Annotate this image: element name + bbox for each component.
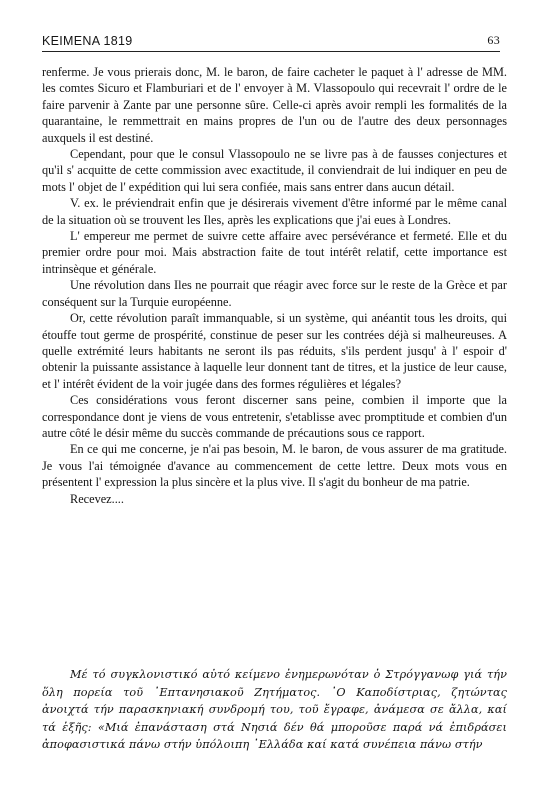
letter-text [42, 64, 507, 507]
letter-closing: Recevez.... [70, 491, 124, 506]
letter-paragraph: Or, cette révolution paraît immanquable, si un système, qui anéantit tous les droits, qui étouffe tout germe de prospérité, constinue de peser sur les contrées déjà si malheureuses. A quelle extrémité leurs habitants ne seront ils pas réduits, s'ils perdent jusqu' à l' espoir d' obtenir la puissante assistance à laquelle leur donnent tant de titres, et la justice de leur cause, et l' intérêt évident de la voir jugée dans des formes régulières et légales? [42, 311, 507, 391]
letter-paragraph: renferme. Je vous prierais donc, M. le baron, de faire cacheter le paquet à l' adresse de MM. les comtes Sicuro et Flamburiari et de l' envoyer à M. Vlassopoulo qui recevrait l' ordre de le faire parvenir à Zante par une personne sûre. Celle-ci après avoir rempli les formalités de la quarantaine, le remmettrait en mains propres de l'un ou de l'autre des deux personnages auxquels il est destiné. [42, 65, 507, 145]
commentary-paragraph: Μέ τό συγκλονιστικό αὐτό κείμενο ἐνημερωνόταν ὁ Στρόγγανωφ γιά τήν ὅλη πορεία τοῦ ᾿Επτανησιακοῦ Ζητήματος. ᾿Ο Καποδίστριας, ζητώντας ἀνοιχτά τήν παρασκηνιακή συνδρομή του, τοῦ ἔγραφε, ἀνάμεσα σε ἄλλα, καί τά ἑξῆς: «Μιά ἐπανάσταση στά Νησιά δέν θά μποροῦσε παρά νά ἐπιδράσει ἀποφασιστικά πάνω στήν ὑπόλοιπη ᾿Ελλάδα καί κατά συνέπεια πάνω στήν [42, 668, 507, 752]
letter-paragraph: L' empereur me permet de suivre cette affaire avec persévérance et fermeté. Elle et du premier ordre pour moi. Mais abstraction faite de tout intérêt relatif, cette importance est intrinsèque et générale. [42, 229, 507, 276]
letter-paragraph: Une révolution dans Iles ne pourrait que réagir avec force sur le reste de la Grèce et par conséquent sur la Turquie européenne. [42, 278, 507, 309]
letter-paragraph: V. ex. le préviendrait enfin que je désirerais vivement d'être informé par le même canal de la situation où se trouvent les Iles, après les explications que j'ai eues à Londres. [42, 196, 507, 227]
letter-paragraph: Cependant, pour que le consul Vlassopoulo ne se livre pas à de fausses conjectures et qu'il s' acquitte de cette commission avec exactitude, il conviendrait de lui indiquer en peu de mots l' objet de l' expédition qui lui sera confiée, mais sans entrer dans aucun détail. [42, 147, 507, 194]
letter-paragraph: En ce qui me concerne, je n'ai pas besoin, M. le baron, de vous assurer de ma gratitude. Je vous l'ai témoignée d'avance au commencement de cette lettre. Deux mots vous en présentent l' expression la plus sincère et la plus vive. Il s'agit du bonheur de ma patrie. [42, 442, 507, 490]
running-header [42, 30, 500, 52]
running-title: ΚΕΙΜΕΝΑ 1819 [42, 34, 133, 48]
commentary-text [42, 666, 507, 754]
letter-paragraph: Ces considérations vous feront discerner sans peine, combien il importe que la correspondance dont je viens de vous entretenir, s'etablisse avec promptitude et combien d'un autre côté le désir même du succès commande de précautions sous ce rapport. [42, 393, 507, 440]
page-number: 63 [487, 33, 500, 47]
